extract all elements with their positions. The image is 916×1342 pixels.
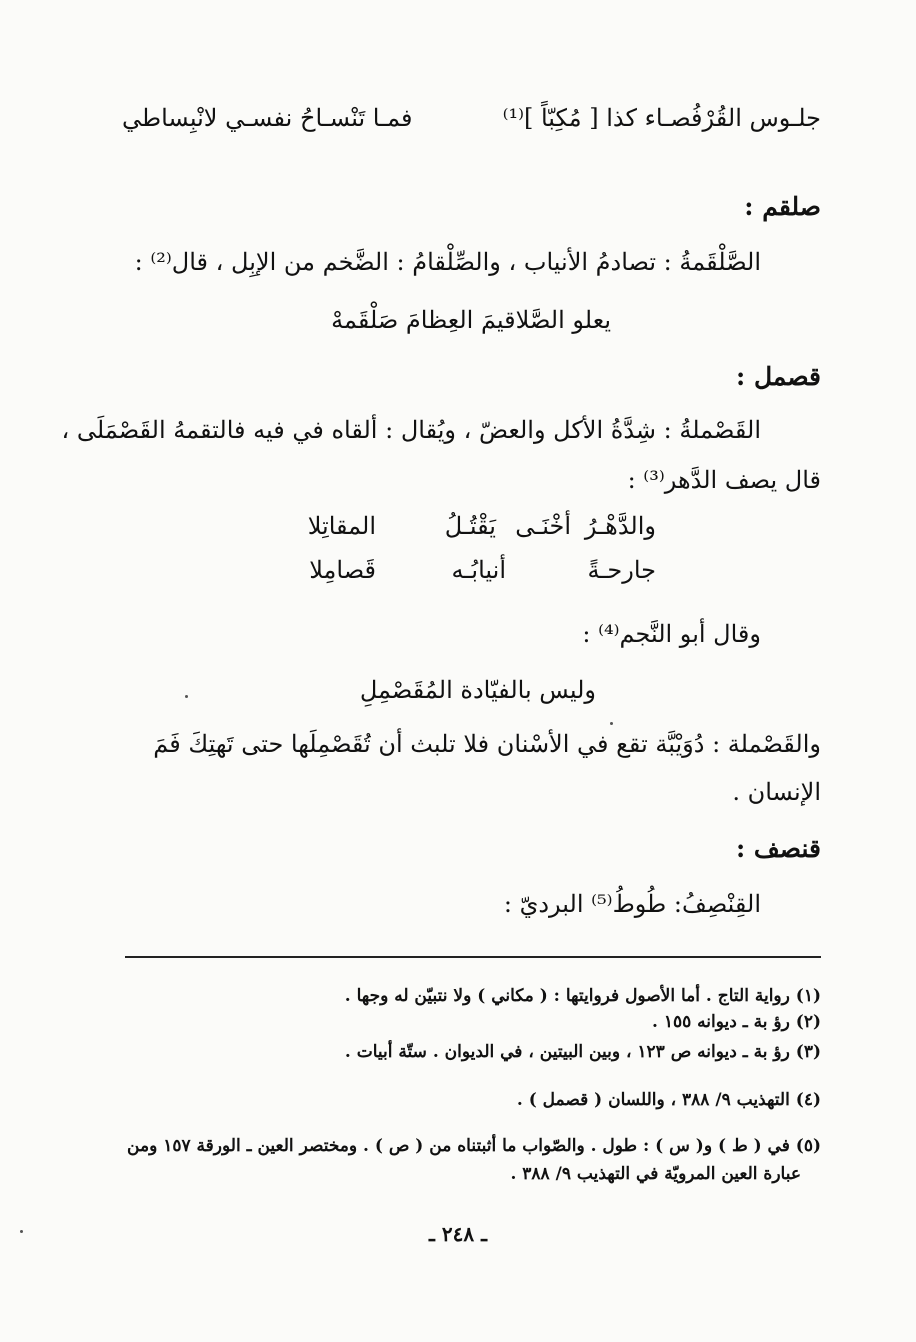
verse-word: أخْنَـى [515, 512, 571, 540]
scan-speck [20, 1230, 23, 1233]
section-body-qasmal-line4: والقَصْملة : دُوَيْبَّة تقع في الأسْنان فلا تلبث أن تُقَصْمِلَها حتى تَهتِكَ فَمَ [153, 730, 821, 758]
section-body-qasmal-line3: وقال أبو النَّجم⁽⁴⁾ : [582, 620, 761, 648]
section-body-qasmal-line2: قال يصف الدَّهر⁽³⁾ : [627, 466, 821, 494]
footnote-2: (٢) رؤ بة ـ ديوانه ١٥٥ . [652, 1012, 821, 1032]
quote-qasmal: وليس بالفيّادة المُقَصْمِلِ [359, 676, 596, 704]
footnote-5: (٥) في ( ط ) و( س ) : طول . والصّواب ما أثبتناه من ( ص ) . ومختصر العين ـ الورقة ١٥٧ ومن [127, 1136, 821, 1156]
section-body-qansaf: القِنْصِفُ: طُوطُ⁽⁵⁾ البرديّ : [503, 890, 761, 918]
scan-speck [185, 695, 188, 698]
footnote-4: (٤) التهذيب ٩/ ٣٨٨ ، واللسان ( قصمل ) . [516, 1090, 821, 1110]
verse-word: والدَّهْـرُ [584, 512, 656, 540]
verse-word: المقاتِلا [307, 512, 376, 540]
section-heading-qasmal: قصمل : [736, 362, 821, 391]
section-heading-qansaf: قنصف : [736, 834, 821, 863]
section-body-qasmal-line5: الإنسان . [732, 778, 821, 806]
footnote-3: (٣) رؤ بة ـ ديوانه ص ١٢٣ ، وبين البيتين ، في الديوان . ستّة أبيات . [344, 1042, 821, 1062]
page-number: ـ ٢٤٨ ـ [429, 1222, 487, 1246]
footnote-5-continued: عبارة العين المرويّة في التهذيب ٩/ ٣٨٨ . [510, 1164, 801, 1184]
verse-word: جارحـةً [587, 556, 656, 584]
verse-word: يَقْتُـلُ [444, 512, 496, 540]
section-body-salqam: الصَّلْقَمةُ : تصادمُ الأنياب ، والصِّلْقامُ : الضَّخم من الإبِل ، قال⁽²⁾ : [134, 248, 761, 276]
section-heading-salqam: صلقم : [744, 192, 821, 221]
verse-word: قَصامِلا [309, 556, 376, 584]
footnote-divider [125, 956, 821, 958]
section-body-qasmal-line1: القَصْملةُ : شِدَّةُ الأكل والعضّ ، ويُقال : ألقاه في فيه فالتقمهُ القَصْمَلَى ، [61, 416, 761, 444]
scan-speck [610, 722, 613, 725]
footnote-1: (١) رواية التاج . أما الأصول فروايتها : ( مكاني ) ولا نتبيّن له وجها . [344, 986, 821, 1006]
verse-word: أنيابُـه [451, 556, 506, 584]
verse-top-right: جلـوس القُرْفُصـاء كذا [ مُكِبّاً ]⁽¹⁾ [502, 104, 821, 132]
quote-salqam: يعلو الصَّلاقيمَ العِظامَ صَلْقَمهْ [331, 306, 611, 334]
verse-top-left: فمـا تَنْسـاحُ نفسـي لانْبِساطي [122, 104, 413, 132]
